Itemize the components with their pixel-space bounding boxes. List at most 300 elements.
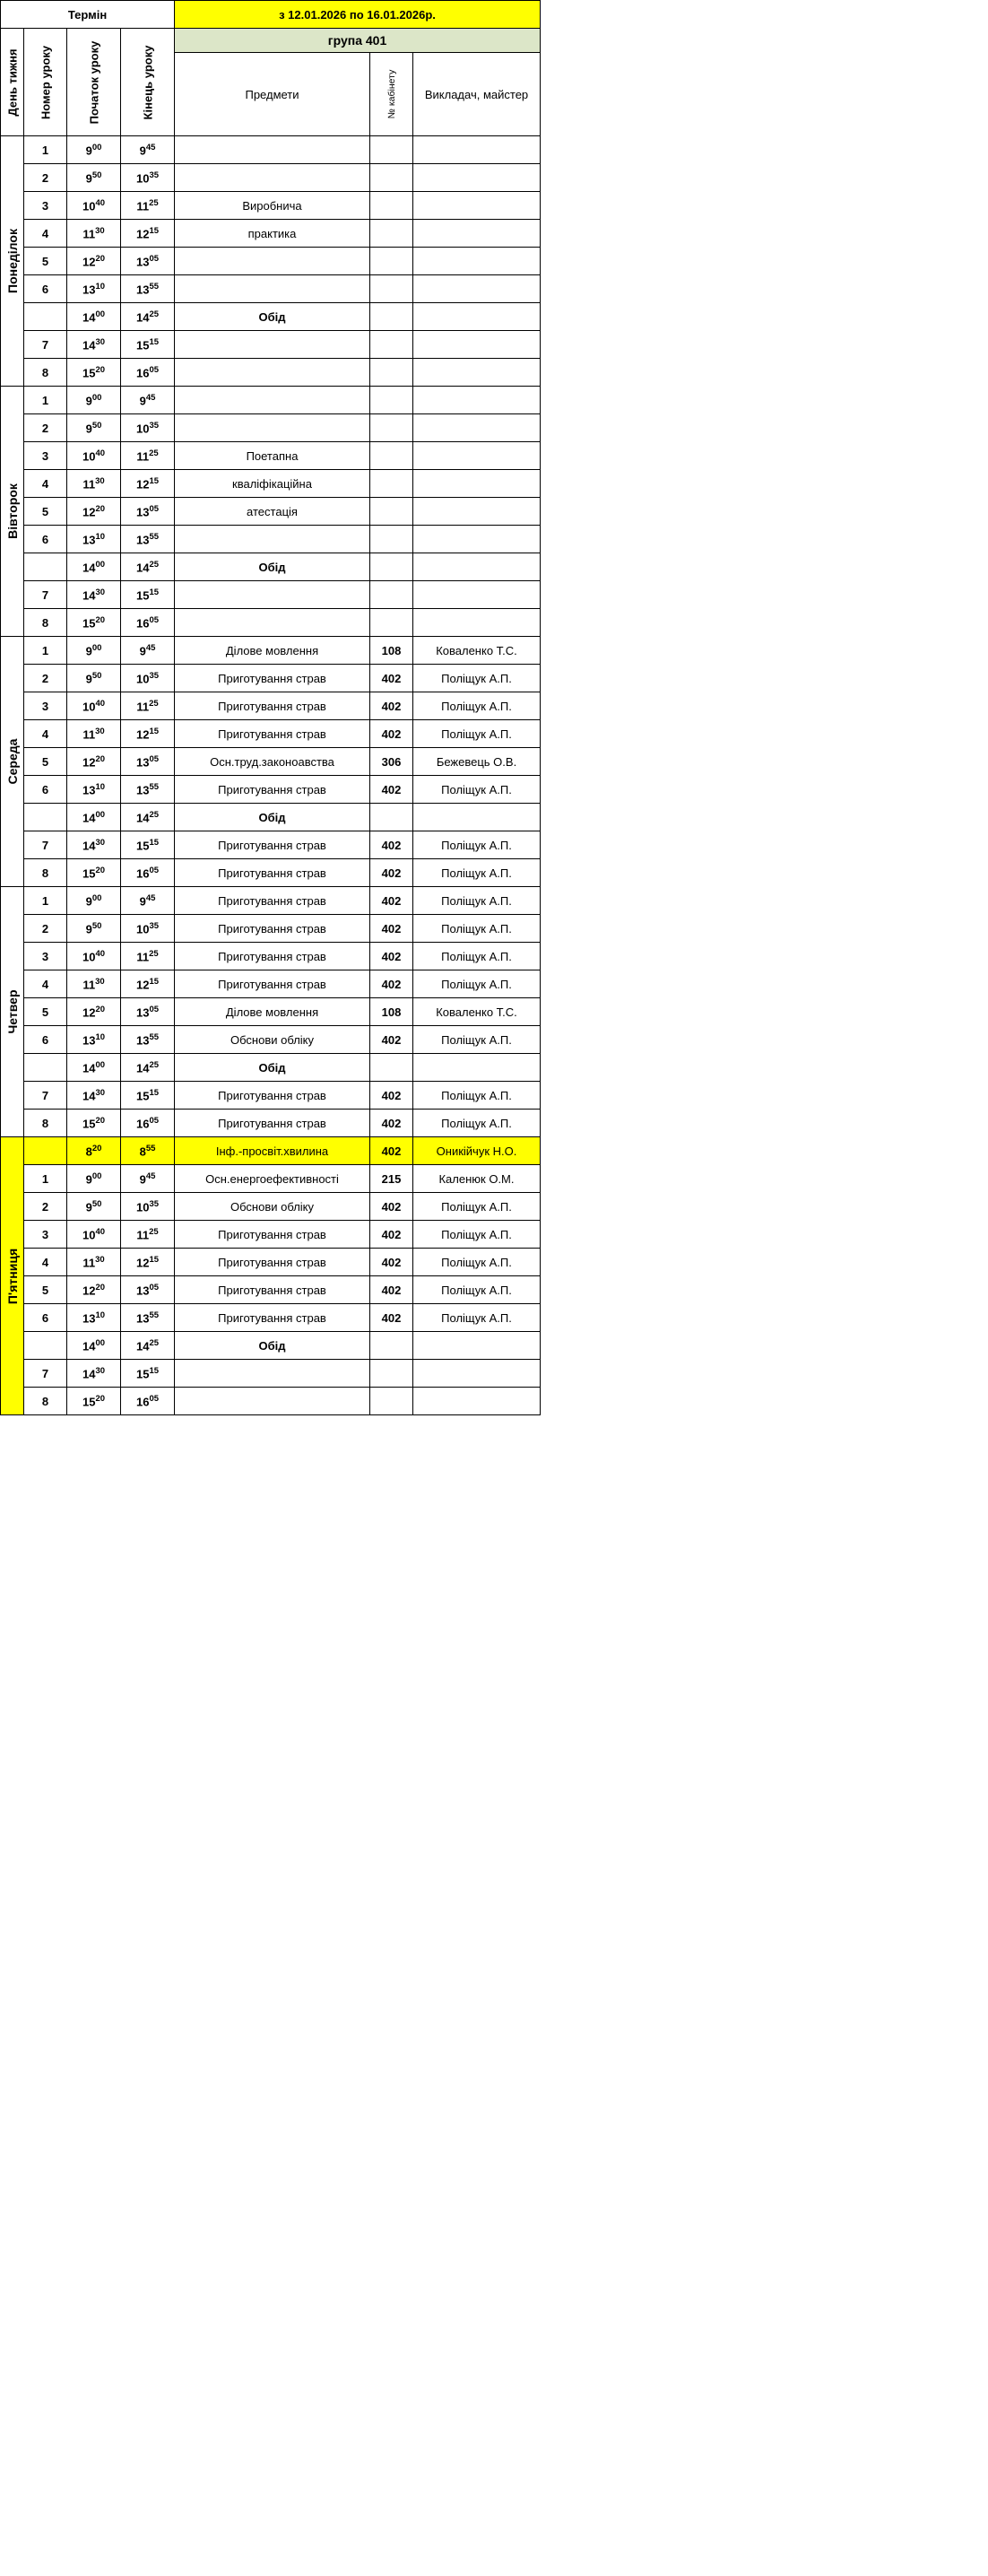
room-cell (370, 526, 413, 553)
term-label: Термін (1, 1, 175, 29)
lesson-row (1, 581, 541, 609)
lesson-end-time: $9^{45}$ (121, 1165, 175, 1193)
lesson-start-time: $10^{40}$ (67, 1221, 121, 1249)
room-cell: 402 (370, 1026, 413, 1054)
header-teacher: Викладач, майстер (413, 53, 541, 136)
lesson-start-time: $13^{10}$ (67, 1026, 121, 1054)
subject-cell: Ділове мовлення (175, 998, 370, 1026)
lesson-end-time: $14^{25}$ (121, 553, 175, 581)
lesson-start-time: $15^{20}$ (67, 1388, 121, 1415)
lesson-number: 1 (24, 387, 67, 414)
lesson-row (1, 470, 541, 498)
lesson-number: 6 (24, 275, 67, 303)
lesson-start-time: $11^{30}$ (67, 720, 121, 748)
lesson-start-time: $9^{00}$ (67, 1165, 121, 1193)
teacher-cell: Коваленко Т.С. (413, 637, 541, 665)
lesson-end-time: $16^{05}$ (121, 1110, 175, 1137)
subject-cell (175, 331, 370, 359)
teacher-cell (413, 414, 541, 442)
lesson-number: 4 (24, 1249, 67, 1276)
schedule-table (0, 0, 541, 1415)
lesson-start-time: $11^{30}$ (67, 1249, 121, 1276)
schedule-sheet (0, 0, 540, 1415)
lesson-start-time: $14^{30}$ (67, 1360, 121, 1388)
lesson-number: 3 (24, 442, 67, 470)
room-cell: 402 (370, 859, 413, 887)
lesson-row (1, 498, 541, 526)
lesson-row (1, 164, 541, 192)
lesson-number: 3 (24, 192, 67, 220)
teacher-cell: Поліщук А.П. (413, 1276, 541, 1304)
teacher-cell: Поліщук А.П. (413, 887, 541, 915)
lesson-end-time: $12^{15}$ (121, 720, 175, 748)
lesson-start-time: $14^{00}$ (67, 553, 121, 581)
teacher-cell (413, 220, 541, 248)
teacher-cell (413, 470, 541, 498)
lesson-end-time: $11^{25}$ (121, 943, 175, 970)
day-name-cell (1, 887, 24, 1137)
room-cell: 108 (370, 637, 413, 665)
lesson-end-time: $13^{55}$ (121, 1304, 175, 1332)
lesson-row (1, 248, 541, 275)
lesson-end-time: $14^{25}$ (121, 804, 175, 831)
lesson-row (1, 414, 541, 442)
lesson-start-time: $13^{10}$ (67, 526, 121, 553)
room-cell: 215 (370, 1165, 413, 1193)
lesson-start-time: $9^{00}$ (67, 136, 121, 164)
subject-cell: Приготування страв (175, 859, 370, 887)
lesson-start-time: $14^{30}$ (67, 581, 121, 609)
room-cell (370, 498, 413, 526)
lesson-start-time: $9^{50}$ (67, 915, 121, 943)
lesson-number: 7 (24, 581, 67, 609)
lesson-number: 5 (24, 248, 67, 275)
header-end-label: Кінець уроку (141, 45, 154, 119)
lesson-end-time: $16^{05}$ (121, 1388, 175, 1415)
teacher-cell: Поліщук А.П. (413, 1221, 541, 1249)
lesson-start-time: $14^{00}$ (67, 1054, 121, 1082)
room-cell: 402 (370, 943, 413, 970)
lesson-number: 2 (24, 665, 67, 692)
lesson-row (1, 1137, 541, 1165)
lesson-start-time: $9^{00}$ (67, 887, 121, 915)
teacher-cell: Поліщук А.П. (413, 915, 541, 943)
teacher-cell (413, 248, 541, 275)
lesson-start-time: $9^{50}$ (67, 164, 121, 192)
lesson-number: 1 (24, 637, 67, 665)
lunch-row (1, 1332, 541, 1360)
room-cell (370, 359, 413, 387)
lesson-row (1, 442, 541, 470)
lesson-row (1, 331, 541, 359)
lesson-number: 5 (24, 1276, 67, 1304)
header-end (121, 29, 175, 136)
lesson-end-time: $13^{05}$ (121, 998, 175, 1026)
subject-cell: Приготування страв (175, 1221, 370, 1249)
header-lesson-no (24, 29, 67, 136)
lesson-number: 2 (24, 915, 67, 943)
lesson-number (24, 1054, 67, 1082)
teacher-cell: Коваленко Т.С. (413, 998, 541, 1026)
lesson-end-time: $12^{15}$ (121, 970, 175, 998)
lesson-end-time: $16^{05}$ (121, 859, 175, 887)
lesson-end-time: $10^{35}$ (121, 164, 175, 192)
lesson-end-time: $10^{35}$ (121, 414, 175, 442)
room-cell (370, 220, 413, 248)
lesson-row (1, 1193, 541, 1221)
subject-cell: Приготування страв (175, 720, 370, 748)
lunch-row (1, 303, 541, 331)
lesson-end-time: $13^{05}$ (121, 1276, 175, 1304)
lesson-start-time: $14^{00}$ (67, 303, 121, 331)
subject-cell: Осн.енергоефективності (175, 1165, 370, 1193)
teacher-cell: Поліщук А.П. (413, 1082, 541, 1110)
lesson-start-time: $12^{20}$ (67, 498, 121, 526)
subject-cell: Інф.-просвіт.хвилина (175, 1137, 370, 1165)
lesson-start-time: $10^{40}$ (67, 192, 121, 220)
teacher-cell (413, 331, 541, 359)
room-cell: 402 (370, 970, 413, 998)
lesson-number: 6 (24, 776, 67, 804)
teacher-cell (413, 581, 541, 609)
teacher-cell: Поліщук А.П. (413, 1249, 541, 1276)
room-cell: 402 (370, 1221, 413, 1249)
lesson-start-time: $14^{30}$ (67, 331, 121, 359)
lesson-end-time: $13^{55}$ (121, 526, 175, 553)
subject-cell: Осн.труд.законоавства (175, 748, 370, 776)
room-cell (370, 1332, 413, 1360)
lesson-start-time: $10^{40}$ (67, 943, 121, 970)
lesson-row (1, 970, 541, 998)
lesson-row (1, 1304, 541, 1332)
lesson-row (1, 1165, 541, 1193)
lesson-number: 8 (24, 1110, 67, 1137)
lesson-row (1, 609, 541, 637)
teacher-cell: Поліщук А.П. (413, 776, 541, 804)
lesson-end-time: $9^{45}$ (121, 387, 175, 414)
teacher-cell: Поліщук А.П. (413, 1193, 541, 1221)
lesson-start-time: $10^{40}$ (67, 692, 121, 720)
room-cell: 402 (370, 665, 413, 692)
day-name-cell (1, 637, 24, 887)
lesson-number: 4 (24, 970, 67, 998)
lesson-start-time: $15^{20}$ (67, 609, 121, 637)
subject-cell (175, 359, 370, 387)
subject-cell (175, 1388, 370, 1415)
subject-cell (175, 387, 370, 414)
subject-cell: Приготування страв (175, 915, 370, 943)
teacher-cell (413, 1054, 541, 1082)
lesson-row (1, 192, 541, 220)
teacher-cell: Поліщук А.П. (413, 1110, 541, 1137)
subject-cell (175, 164, 370, 192)
teacher-cell (413, 136, 541, 164)
header-subjects: Предмети (175, 53, 370, 136)
header-day (1, 29, 24, 136)
lunch-row (1, 804, 541, 831)
lesson-start-time: $9^{50}$ (67, 414, 121, 442)
lesson-row (1, 275, 541, 303)
teacher-cell: Поліщук А.П. (413, 692, 541, 720)
room-cell: 402 (370, 1193, 413, 1221)
lesson-start-time: $15^{20}$ (67, 359, 121, 387)
lesson-start-time: $14^{30}$ (67, 1082, 121, 1110)
lesson-end-time: $15^{15}$ (121, 581, 175, 609)
subject-cell: Приготування страв (175, 943, 370, 970)
lesson-row (1, 998, 541, 1026)
subject-cell (175, 1360, 370, 1388)
lesson-start-time: $12^{20}$ (67, 1276, 121, 1304)
subject-cell: Приготування страв (175, 692, 370, 720)
subject-cell (175, 248, 370, 275)
lesson-row (1, 136, 541, 164)
lesson-start-time: $9^{00}$ (67, 637, 121, 665)
lesson-number: 7 (24, 331, 67, 359)
lesson-end-time: $13^{55}$ (121, 275, 175, 303)
room-cell (370, 553, 413, 581)
room-cell (370, 136, 413, 164)
subject-cell: Приготування страв (175, 776, 370, 804)
subject-cell: Приготування страв (175, 1304, 370, 1332)
lesson-row (1, 776, 541, 804)
term-row (1, 1, 541, 29)
lesson-end-time: $9^{45}$ (121, 887, 175, 915)
subject-cell: Приготування страв (175, 1110, 370, 1137)
teacher-cell (413, 303, 541, 331)
header-room-label: № кабінету (386, 69, 397, 119)
lesson-end-time: $10^{35}$ (121, 915, 175, 943)
lesson-row (1, 831, 541, 859)
lesson-end-time: $9^{45}$ (121, 136, 175, 164)
lesson-number: 8 (24, 609, 67, 637)
lesson-start-time: $14^{30}$ (67, 831, 121, 859)
room-cell (370, 387, 413, 414)
lesson-start-time: $13^{10}$ (67, 1304, 121, 1332)
teacher-cell (413, 387, 541, 414)
lesson-end-time: $16^{05}$ (121, 609, 175, 637)
room-cell: 402 (370, 720, 413, 748)
room-cell: 402 (370, 1249, 413, 1276)
lesson-end-time: $14^{25}$ (121, 1054, 175, 1082)
lesson-number (24, 804, 67, 831)
teacher-cell (413, 1360, 541, 1388)
day-name-label: Середа (4, 738, 20, 785)
lesson-end-time: $12^{15}$ (121, 470, 175, 498)
subject-cell: практика (175, 220, 370, 248)
room-cell: 402 (370, 915, 413, 943)
lesson-end-time: $13^{05}$ (121, 248, 175, 275)
lesson-end-time: $16^{05}$ (121, 359, 175, 387)
day-name-cell (1, 1137, 24, 1415)
teacher-cell (413, 1388, 541, 1415)
day-name-label: П'ятниця (4, 1248, 20, 1304)
header-day-label: День тижня (5, 48, 19, 117)
lesson-end-time: $11^{25}$ (121, 192, 175, 220)
lesson-end-time: $12^{15}$ (121, 220, 175, 248)
subject-cell: Обснови обліку (175, 1026, 370, 1054)
teacher-cell (413, 442, 541, 470)
header-room (370, 53, 413, 136)
room-cell: 402 (370, 692, 413, 720)
lesson-number: 8 (24, 859, 67, 887)
subject-cell: Виробнича (175, 192, 370, 220)
room-cell (370, 609, 413, 637)
subject-cell: Приготування страв (175, 831, 370, 859)
lesson-end-time: $15^{15}$ (121, 1082, 175, 1110)
header-start (67, 29, 121, 136)
lesson-row (1, 915, 541, 943)
lesson-end-time: $8^{55}$ (121, 1137, 175, 1165)
teacher-cell (413, 1332, 541, 1360)
lesson-start-time: $15^{20}$ (67, 1110, 121, 1137)
lunch-label: Обід (175, 303, 370, 331)
subject-cell (175, 581, 370, 609)
lunch-label: Обід (175, 804, 370, 831)
teacher-cell (413, 164, 541, 192)
subject-cell (175, 275, 370, 303)
lesson-number: 3 (24, 692, 67, 720)
lesson-start-time: $11^{30}$ (67, 220, 121, 248)
lesson-row (1, 526, 541, 553)
lesson-end-time: $12^{15}$ (121, 1249, 175, 1276)
teacher-cell: Оникійчук Н.О. (413, 1137, 541, 1165)
subject-cell: Приготування страв (175, 1276, 370, 1304)
lesson-number: 1 (24, 1165, 67, 1193)
lesson-start-time: $9^{50}$ (67, 665, 121, 692)
lunch-label: Обід (175, 553, 370, 581)
room-cell: 402 (370, 776, 413, 804)
teacher-cell: Поліщук А.П. (413, 943, 541, 970)
lesson-start-time: $9^{00}$ (67, 387, 121, 414)
room-cell (370, 804, 413, 831)
lesson-end-time: $10^{35}$ (121, 1193, 175, 1221)
lesson-row (1, 1082, 541, 1110)
lesson-end-time: $10^{35}$ (121, 665, 175, 692)
lesson-end-time: $15^{15}$ (121, 831, 175, 859)
lesson-start-time: $15^{20}$ (67, 859, 121, 887)
lesson-number: 6 (24, 1026, 67, 1054)
teacher-cell (413, 526, 541, 553)
room-cell: 108 (370, 998, 413, 1026)
lesson-number: 2 (24, 414, 67, 442)
lesson-number: 8 (24, 359, 67, 387)
subject-cell: Ділове мовлення (175, 637, 370, 665)
subject-cell: Приготування страв (175, 1082, 370, 1110)
lesson-row (1, 1276, 541, 1304)
lesson-row (1, 859, 541, 887)
lesson-end-time: $13^{55}$ (121, 1026, 175, 1054)
teacher-cell: Поліщук А.П. (413, 665, 541, 692)
lesson-start-time: $12^{20}$ (67, 748, 121, 776)
lesson-number: 1 (24, 887, 67, 915)
teacher-cell (413, 553, 541, 581)
subject-cell: Приготування страв (175, 1249, 370, 1276)
room-cell (370, 248, 413, 275)
lesson-row (1, 692, 541, 720)
subject-cell (175, 414, 370, 442)
lesson-row (1, 1388, 541, 1415)
lesson-number (24, 1332, 67, 1360)
lesson-end-time: $15^{15}$ (121, 331, 175, 359)
teacher-cell (413, 498, 541, 526)
room-cell (370, 275, 413, 303)
lesson-start-time: $9^{50}$ (67, 1193, 121, 1221)
lesson-row (1, 220, 541, 248)
lesson-end-time: $9^{45}$ (121, 637, 175, 665)
teacher-cell: Каленюк О.М. (413, 1165, 541, 1193)
room-cell (370, 331, 413, 359)
lunch-row (1, 553, 541, 581)
teacher-cell: Поліщук А.П. (413, 1304, 541, 1332)
teacher-cell (413, 609, 541, 637)
lesson-start-time: $14^{00}$ (67, 1332, 121, 1360)
room-cell (370, 1360, 413, 1388)
lesson-row (1, 1249, 541, 1276)
room-cell (370, 414, 413, 442)
teacher-cell (413, 359, 541, 387)
lesson-number: 2 (24, 1193, 67, 1221)
lesson-number: 5 (24, 498, 67, 526)
header-lesson-no-label: Номер уроку (39, 45, 52, 119)
lunch-row (1, 1054, 541, 1082)
lunch-label: Обід (175, 1054, 370, 1082)
lesson-number: 3 (24, 943, 67, 970)
lesson-end-time: $13^{05}$ (121, 498, 175, 526)
day-name-cell (1, 136, 24, 387)
subject-cell (175, 136, 370, 164)
lesson-number: 7 (24, 831, 67, 859)
lesson-number (24, 553, 67, 581)
lesson-row (1, 1026, 541, 1054)
teacher-cell: Бежевець О.В. (413, 748, 541, 776)
teacher-cell: Поліщук А.П. (413, 970, 541, 998)
lesson-number: 4 (24, 470, 67, 498)
lesson-row (1, 359, 541, 387)
lesson-start-time: $11^{30}$ (67, 470, 121, 498)
teacher-cell (413, 804, 541, 831)
lesson-start-time: $10^{40}$ (67, 442, 121, 470)
lesson-row (1, 943, 541, 970)
teacher-cell (413, 192, 541, 220)
room-cell: 306 (370, 748, 413, 776)
room-cell (370, 442, 413, 470)
day-name-label: Вівторок (4, 483, 20, 539)
subject-cell: атестація (175, 498, 370, 526)
lesson-start-time: $12^{20}$ (67, 998, 121, 1026)
subject-cell: кваліфікаційна (175, 470, 370, 498)
room-cell (370, 192, 413, 220)
subject-cell: Поетапна (175, 442, 370, 470)
lesson-start-time: $11^{30}$ (67, 970, 121, 998)
teacher-cell: Поліщук А.П. (413, 1026, 541, 1054)
lesson-number: 3 (24, 1221, 67, 1249)
lesson-number: 8 (24, 1388, 67, 1415)
lesson-end-time: $13^{05}$ (121, 748, 175, 776)
lesson-start-time: $12^{20}$ (67, 248, 121, 275)
room-cell (370, 1054, 413, 1082)
lesson-number: 4 (24, 720, 67, 748)
room-cell (370, 164, 413, 192)
lesson-row (1, 665, 541, 692)
group-row (1, 29, 541, 53)
lesson-end-time: $11^{25}$ (121, 442, 175, 470)
subject-cell (175, 609, 370, 637)
lesson-end-time: $11^{25}$ (121, 692, 175, 720)
room-cell: 402 (370, 1304, 413, 1332)
lesson-start-time: $13^{10}$ (67, 275, 121, 303)
teacher-cell (413, 275, 541, 303)
lesson-number (24, 1137, 67, 1165)
